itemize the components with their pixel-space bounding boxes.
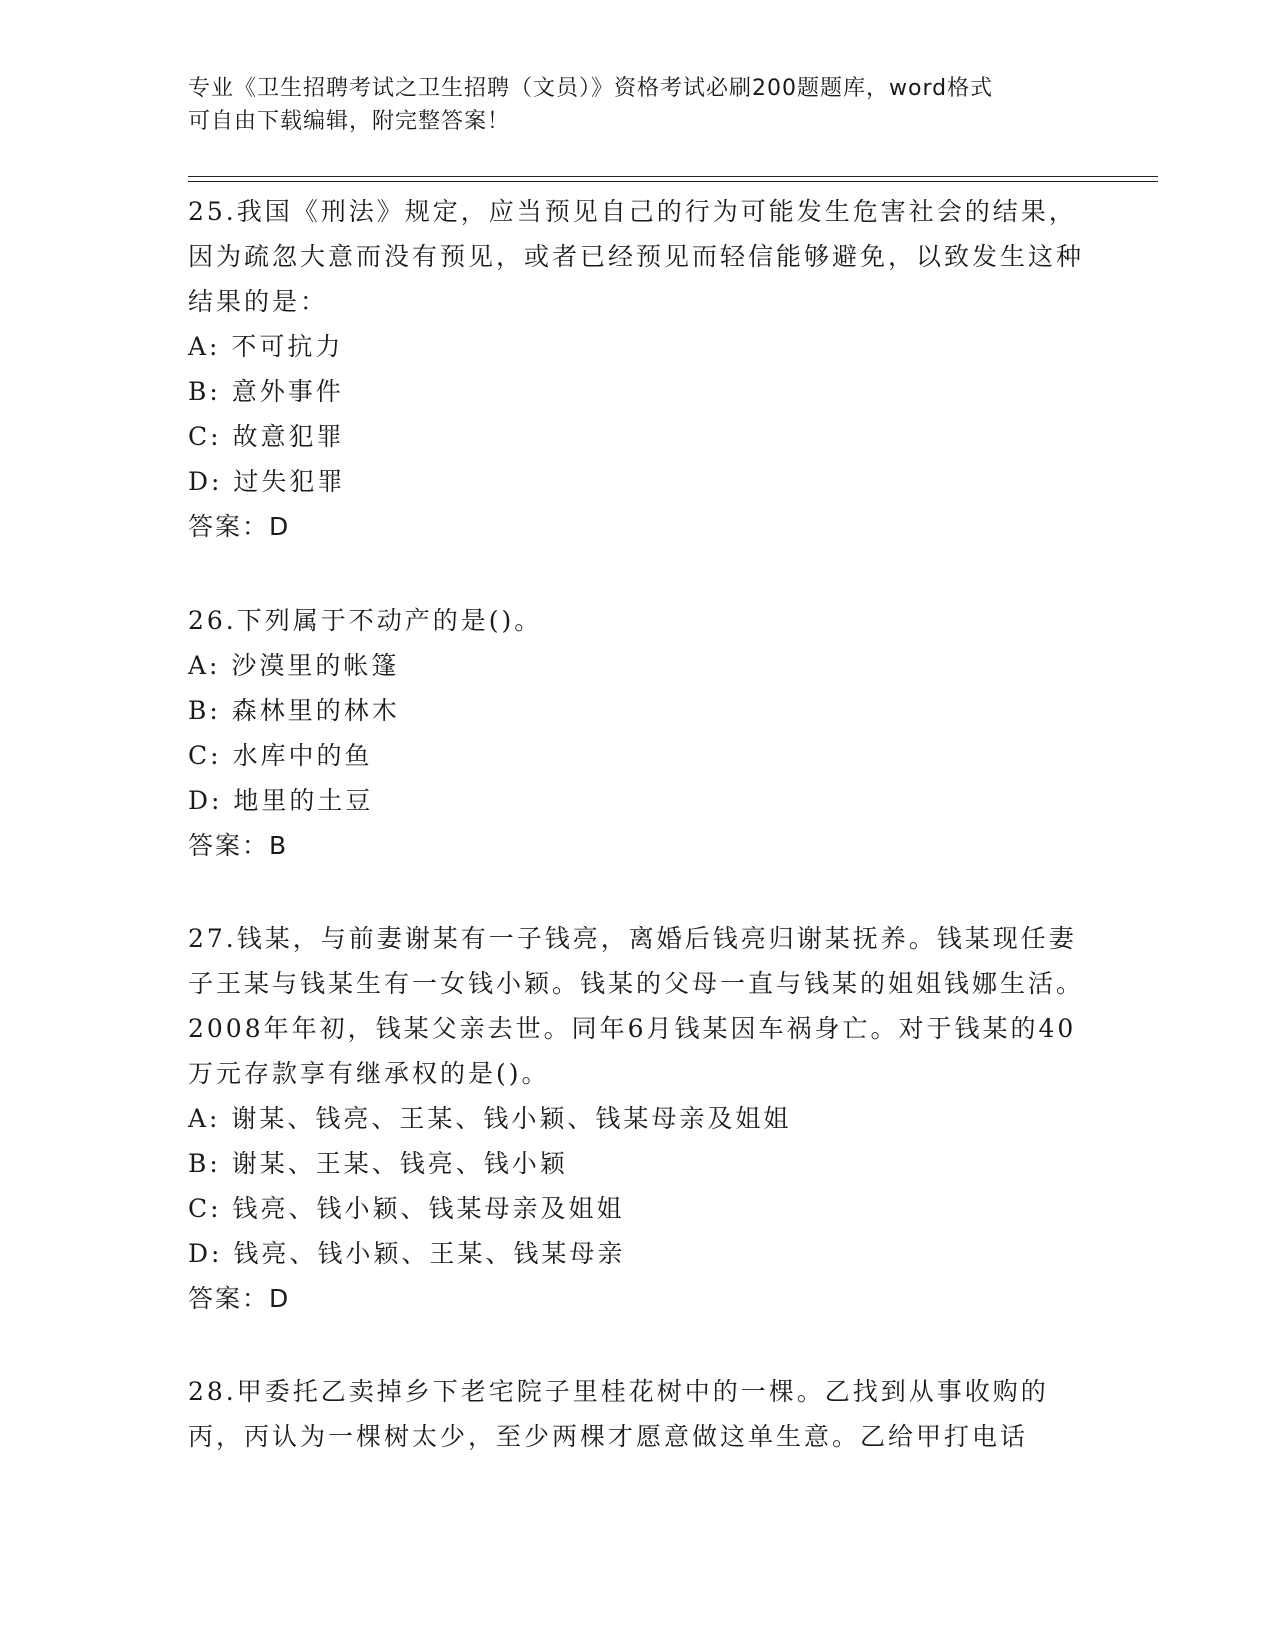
question-stem: 26.下列属于不动产的是()。 xyxy=(188,606,543,635)
option-a: A: 沙漠里的帐篷 xyxy=(188,651,400,680)
option-c: C: 故意犯罪 xyxy=(188,422,345,451)
question-26 xyxy=(188,598,1088,868)
header-divider-top xyxy=(188,176,1158,177)
answer: 答案：D xyxy=(188,512,291,541)
option-b: B: 谢某、王某、钱亮、钱小颖 xyxy=(188,1149,568,1178)
option-a: A: 不可抗力 xyxy=(188,332,344,361)
document-header: 专业《卫生招聘考试之卫生招聘（文员）》资格考试必刷200题题库，word格式 可自由下载编辑，附完整答案！ xyxy=(188,76,994,134)
option-a: A: 谢某、钱亮、王某、钱小颖、钱某母亲及姐姐 xyxy=(188,1104,792,1133)
option-d: D: 过失犯罪 xyxy=(188,467,346,496)
answer: 答案：D xyxy=(188,1284,291,1313)
option-d: D: 地里的土豆 xyxy=(188,786,374,815)
option-b: B: 意外事件 xyxy=(188,377,344,406)
option-d: D: 钱亮、钱小颖、王某、钱某母亲 xyxy=(188,1239,626,1268)
header-divider-bottom xyxy=(188,181,1158,182)
question-stem: 25.我国《刑法》规定，应当预见自己的行为可能发生危害社会的结果，因为疏忽大意而没有预见，或者已经预见而轻信能够避免，以致发生这种结果的是： xyxy=(188,197,1085,316)
option-c: C: 水库中的鱼 xyxy=(188,741,373,770)
question-27 xyxy=(188,916,1088,1321)
question-28 xyxy=(188,1369,1088,1459)
option-b: B: 森林里的林木 xyxy=(188,696,400,725)
question-stem: 27.钱某，与前妻谢某有一子钱亮，离婚后钱亮归谢某抚养。钱某现任妻子王某与钱某生有一女钱小颖。钱某的父母一直与钱某的姐姐钱娜生活。2008年年初，钱某父亲去世。同年6月钱某因车祸身亡。对于钱某的40万元存款享有继承权的是()。 xyxy=(188,924,1085,1088)
question-25 xyxy=(188,189,1088,549)
option-c: C: 钱亮、钱小颖、钱某母亲及姐姐 xyxy=(188,1194,625,1223)
question-stem: 28.甲委托乙卖掉乡下老宅院子里桂花树中的一棵。乙找到从事收购的丙，丙认为一棵树太少，至少两棵才愿意做这单生意。乙给甲打电话 xyxy=(188,1377,1049,1451)
answer: 答案：B xyxy=(188,831,289,860)
